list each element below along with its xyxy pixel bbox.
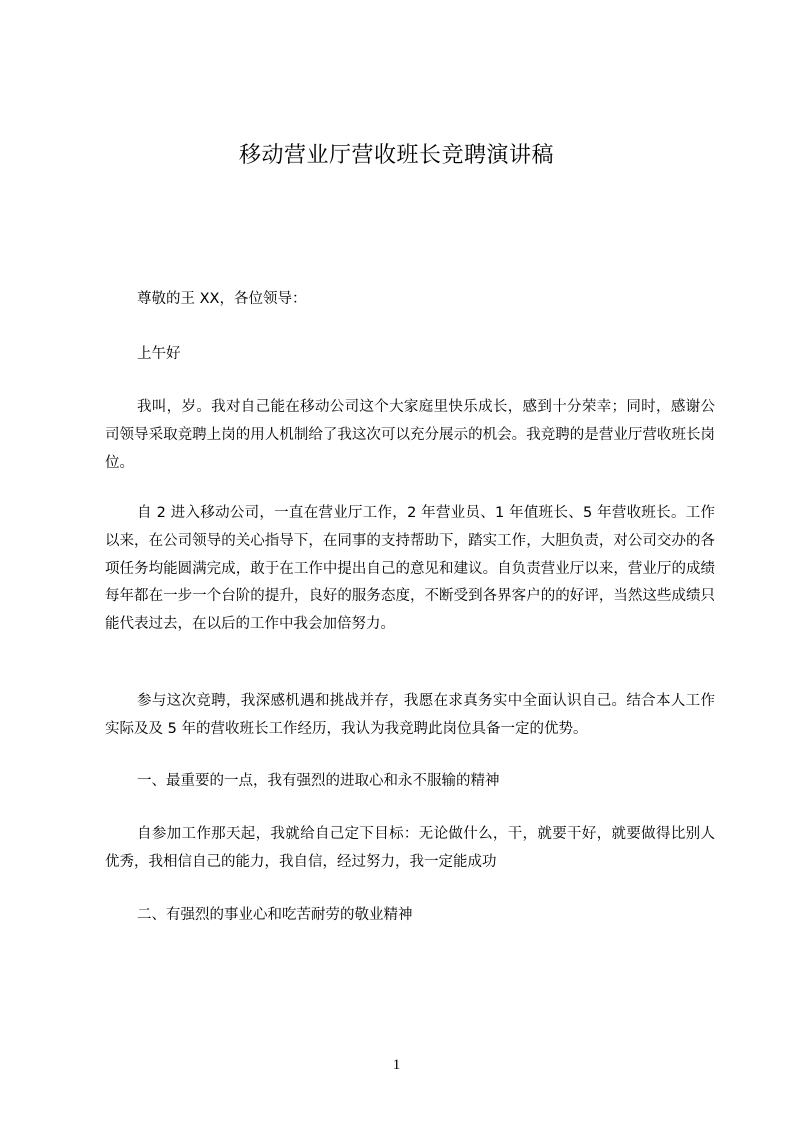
greeting: 上午好 (137, 346, 181, 362)
document-title: 移动营业厅营收班长竞聘演讲稿 (238, 143, 554, 168)
heading-two: 二、有强烈的事业心和吃苦耐劳的敬业精神 (137, 907, 413, 923)
paragraph-competition: 参与这次竞聘，我深感机遇和挑战并存，我愿在求真务实中全面认识自己。结合本人工作实际及及 5 年的营收班长工作经历，我认为我竞聘此岗位具备一定的优势。 (105, 693, 715, 737)
salutation: 尊敬的王 XX，各位领导： (137, 291, 307, 307)
paragraph-goal: 自参加工作那天起，我就给自己定下目标：无论做什么，干，就要干好，就要做得比别人优秀，我相信自己的能力，我自信，经过努力，我一定能成功 (105, 826, 715, 870)
heading-one: 一、最重要的一点，我有强烈的进取心和永不服输的精神 (137, 773, 500, 789)
page-number: 1 (392, 1057, 401, 1073)
paragraph-introduction: 我叫，岁。我对自己能在移动公司这个大家庭里快乐成长，感到十分荣幸；同时，感谢公司领导采取竞聘上岗的用人机制给了我这次可以充分展示的机会。我竞聘的是营业厅营收班长岗位。 (105, 399, 715, 471)
paragraph-work-experience: 自 2 进入移动公司，一直在营业厅工作，2 年营业员、1 年值班长、5 年营收班长。工作以来，在公司领导的关心指导下，在同事的支持帮助下，踏实工作，大胆负责，对公司交办的各项任务均能圆满完成，敢于在工作中提出自己的意见和建议。自负责营业厅以来，营业厅的成绩每年都在一步一个台阶的提升，良好的服务态度，不断受到各界客户的的好评，当然这些成绩只能代表过去，在以后的工作中我会加倍努力。 (105, 505, 715, 633)
